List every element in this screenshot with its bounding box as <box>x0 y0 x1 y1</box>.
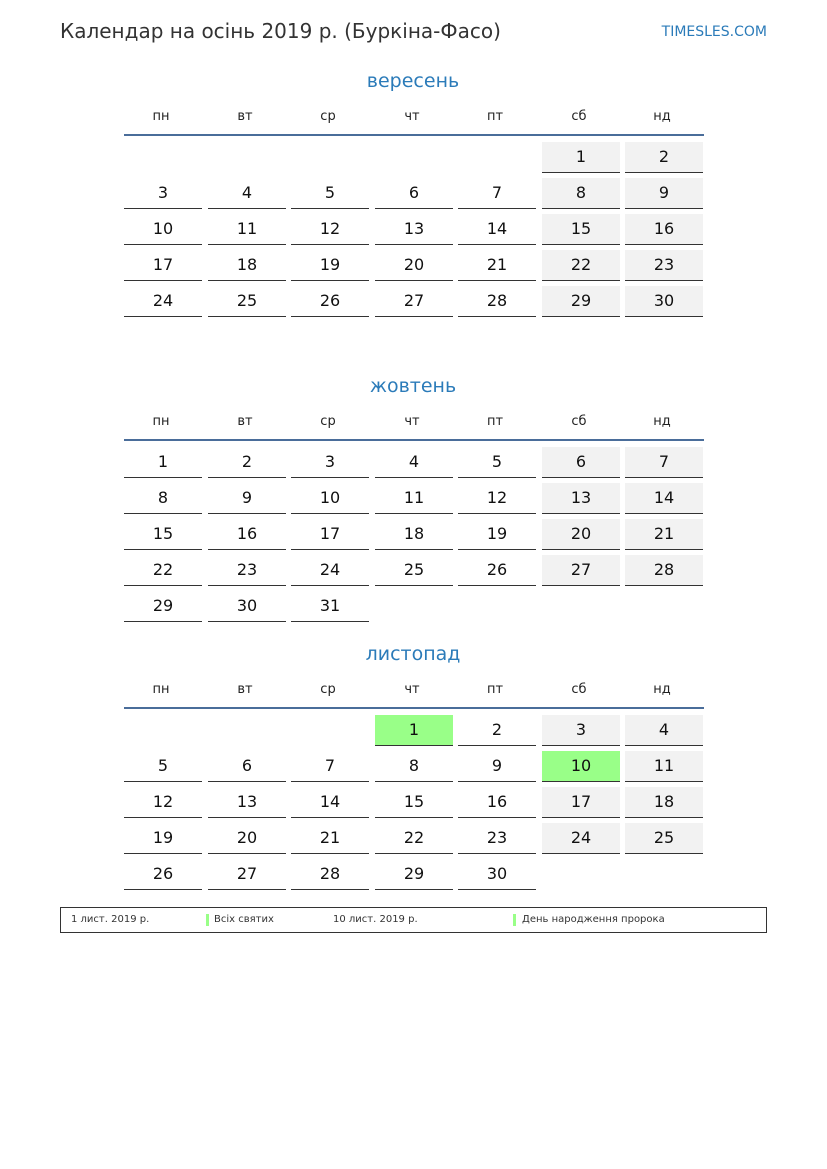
weekday-label: пн <box>152 682 170 697</box>
weekday-label: пт <box>486 682 504 697</box>
day-cell: 23 <box>208 555 286 586</box>
day-cell: 20 <box>375 250 453 281</box>
weekday-label: чт <box>404 109 420 124</box>
day-cell: 5 <box>458 447 536 478</box>
legend-date: 1 лист. 2019 р. <box>71 914 150 925</box>
day-cell: 18 <box>375 519 453 550</box>
weekday-label: пн <box>152 414 170 429</box>
day-cell: 30 <box>625 286 703 317</box>
day-cell: 4 <box>375 447 453 478</box>
day-cell: 9 <box>208 483 286 514</box>
weekday-label: пт <box>486 414 504 429</box>
day-cell: 30 <box>208 591 286 622</box>
day-cell: 15 <box>375 787 453 818</box>
weekday-label: вт <box>237 414 253 429</box>
day-cell: 1 <box>124 447 202 478</box>
day-cell: 26 <box>458 555 536 586</box>
weekday-label: чт <box>404 414 420 429</box>
day-cell: 20 <box>208 823 286 854</box>
day-cell: 15 <box>124 519 202 550</box>
day-cell: 29 <box>375 859 453 890</box>
month-title: вересень <box>366 70 460 92</box>
day-cell: 18 <box>208 250 286 281</box>
weekday-label: ср <box>320 109 336 124</box>
day-cell: 24 <box>124 286 202 317</box>
weekday-label: нд <box>653 109 671 124</box>
weekday-label: сб <box>571 109 587 124</box>
day-cell: 21 <box>291 823 369 854</box>
day-cell: 26 <box>124 859 202 890</box>
header-rule <box>124 707 704 709</box>
day-cell: 21 <box>458 250 536 281</box>
brand-link[interactable]: TIMESLES.COM <box>661 24 767 40</box>
day-cell: 4 <box>208 178 286 209</box>
day-cell: 30 <box>458 859 536 890</box>
day-cell: 1 <box>375 715 453 746</box>
day-cell: 12 <box>124 787 202 818</box>
day-cell: 16 <box>208 519 286 550</box>
day-cell: 20 <box>542 519 620 550</box>
day-cell: 25 <box>208 286 286 317</box>
day-cell: 12 <box>291 214 369 245</box>
day-cell: 3 <box>124 178 202 209</box>
day-cell: 5 <box>291 178 369 209</box>
holiday-swatch <box>206 914 209 926</box>
weekday-label: ср <box>320 414 336 429</box>
day-cell: 17 <box>542 787 620 818</box>
day-cell: 28 <box>625 555 703 586</box>
day-cell: 6 <box>375 178 453 209</box>
day-cell: 27 <box>375 286 453 317</box>
month-title: листопад <box>365 643 461 665</box>
weekday-label: сб <box>571 414 587 429</box>
weekday-label: пт <box>486 109 504 124</box>
day-cell: 7 <box>625 447 703 478</box>
day-cell: 4 <box>625 715 703 746</box>
day-cell: 14 <box>458 214 536 245</box>
legend-holiday-name: Всіх святих <box>214 914 274 925</box>
day-cell: 26 <box>291 286 369 317</box>
day-cell: 2 <box>458 715 536 746</box>
day-cell: 6 <box>208 751 286 782</box>
weekday-header <box>122 414 704 432</box>
day-cell: 27 <box>542 555 620 586</box>
weekday-label: нд <box>653 682 671 697</box>
weekday-label: чт <box>404 682 420 697</box>
legend-holiday-name: День народження пророка <box>522 914 665 925</box>
day-cell: 3 <box>542 715 620 746</box>
day-cell: 13 <box>375 214 453 245</box>
holiday-legend <box>60 907 767 933</box>
weekday-label: вт <box>237 109 253 124</box>
weekday-label: нд <box>653 414 671 429</box>
day-cell: 8 <box>542 178 620 209</box>
day-cell: 23 <box>625 250 703 281</box>
day-cell: 10 <box>124 214 202 245</box>
day-cell: 24 <box>542 823 620 854</box>
weekday-header <box>122 109 704 127</box>
day-cell: 2 <box>625 142 703 173</box>
day-cell: 7 <box>291 751 369 782</box>
day-cell: 14 <box>625 483 703 514</box>
day-cell: 22 <box>542 250 620 281</box>
day-cell: 9 <box>625 178 703 209</box>
day-cell: 18 <box>625 787 703 818</box>
day-cell: 24 <box>291 555 369 586</box>
day-cell: 19 <box>124 823 202 854</box>
month-title: жовтень <box>369 375 457 397</box>
day-cell: 15 <box>542 214 620 245</box>
day-cell: 1 <box>542 142 620 173</box>
day-cell: 22 <box>375 823 453 854</box>
day-cell: 11 <box>208 214 286 245</box>
day-cell: 3 <box>291 447 369 478</box>
day-cell: 14 <box>291 787 369 818</box>
day-cell: 5 <box>124 751 202 782</box>
header-rule <box>124 134 704 136</box>
day-cell: 31 <box>291 591 369 622</box>
day-cell: 28 <box>458 286 536 317</box>
day-cell: 19 <box>291 250 369 281</box>
day-cell: 16 <box>458 787 536 818</box>
day-cell: 10 <box>291 483 369 514</box>
weekday-header <box>122 682 704 700</box>
day-cell: 17 <box>291 519 369 550</box>
day-cell: 19 <box>458 519 536 550</box>
day-cell: 25 <box>375 555 453 586</box>
day-cell: 10 <box>542 751 620 782</box>
day-cell: 8 <box>375 751 453 782</box>
day-cell: 29 <box>542 286 620 317</box>
weekday-label: вт <box>237 682 253 697</box>
weekday-label: ср <box>320 682 336 697</box>
day-cell: 11 <box>375 483 453 514</box>
weekday-label: сб <box>571 682 587 697</box>
day-cell: 28 <box>291 859 369 890</box>
day-cell: 27 <box>208 859 286 890</box>
day-cell: 22 <box>124 555 202 586</box>
day-cell: 7 <box>458 178 536 209</box>
day-cell: 13 <box>208 787 286 818</box>
weekday-label: пн <box>152 109 170 124</box>
day-cell: 12 <box>458 483 536 514</box>
day-cell: 8 <box>124 483 202 514</box>
day-cell: 23 <box>458 823 536 854</box>
header-rule <box>124 439 704 441</box>
holiday-swatch <box>513 914 516 926</box>
day-cell: 13 <box>542 483 620 514</box>
day-cell: 11 <box>625 751 703 782</box>
day-cell: 25 <box>625 823 703 854</box>
day-cell: 29 <box>124 591 202 622</box>
day-cell: 9 <box>458 751 536 782</box>
day-cell: 17 <box>124 250 202 281</box>
day-cell: 21 <box>625 519 703 550</box>
day-cell: 6 <box>542 447 620 478</box>
day-cell: 16 <box>625 214 703 245</box>
page-title: Календар на осінь 2019 р. (Буркіна-Фасо) <box>60 19 501 43</box>
legend-date: 10 лист. 2019 р. <box>333 914 418 925</box>
day-cell: 2 <box>208 447 286 478</box>
